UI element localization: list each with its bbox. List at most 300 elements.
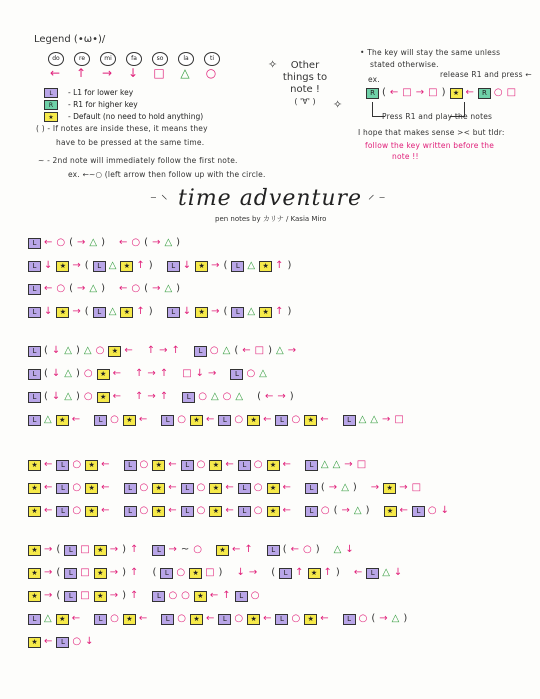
key-default-chip: ★ (120, 307, 133, 318)
left-arrow-icon: ← (389, 87, 399, 98)
other-line-2: things to (282, 72, 328, 83)
key-default-chip: ★ (56, 614, 69, 625)
circle-icon: ○ (72, 636, 82, 647)
key-default-chip: ★ (190, 614, 203, 625)
down-arrow-icon: ↓ (51, 391, 61, 402)
right-arrow-icon: → (370, 482, 380, 493)
key-default-chip: ★ (120, 261, 133, 272)
key-lower-chip: L (181, 483, 194, 494)
key-default-chip: ★ (123, 614, 136, 625)
up-arrow-icon: ↑ (130, 567, 139, 578)
triangle-icon: △ (353, 505, 362, 516)
key-lower-chip: L (56, 637, 69, 648)
key-default-chip: ★ (152, 506, 165, 517)
paren-open: ( (56, 544, 61, 555)
paren-close: ) (101, 283, 106, 294)
key-lower-chip: L (305, 483, 318, 494)
square-icon: □ (182, 368, 192, 379)
left-arrow-icon: ← (225, 459, 234, 470)
sparkle-icon: ✧ (333, 98, 343, 111)
left-arrow-icon: ← (44, 283, 53, 294)
other-pink-text-2: note !! (392, 152, 419, 161)
key-lower-chip: L (275, 415, 288, 426)
key-default-chip: ★ (28, 545, 41, 556)
right-arrow-icon: → (77, 237, 86, 248)
key-default-chip: ★ (85, 506, 98, 517)
sequence-row (28, 543, 358, 557)
triangle-icon: △ (259, 368, 267, 379)
key-lower-chip: L (230, 369, 243, 380)
paren-close: ) (148, 260, 153, 271)
key-default-chip: ★ (28, 460, 41, 471)
sparkle-icon: ✧ (268, 58, 278, 71)
key-default-chip: ★ (383, 483, 396, 494)
paren-close: ) (335, 567, 340, 578)
key-default-chip: ★ (267, 483, 280, 494)
right-arrow-icon: → (109, 544, 119, 555)
right-arrow-icon: → (109, 590, 119, 601)
key-default-chip: ★ (195, 261, 208, 272)
left-arrow-icon: ← (44, 482, 53, 493)
left-arrow-icon: ← (225, 482, 234, 493)
paren-open: ( (56, 567, 61, 578)
key-lower-chip: L (28, 415, 41, 426)
key-default-chip: ★ (56, 415, 69, 426)
paren-close: ) (268, 345, 272, 356)
key-lower-chip: L (94, 614, 107, 625)
circle-icon: ○ (177, 414, 186, 425)
key-lower-chip: L (231, 261, 244, 272)
key-lower-chip: L (218, 415, 231, 426)
other-hope-text: I hope that makes sense >< but tldr: (358, 128, 505, 137)
circle-icon: ○ (72, 482, 82, 493)
key-lower-chip: L (238, 483, 251, 494)
legend-note-do: do (48, 52, 64, 66)
paren-close: ) (101, 237, 106, 248)
key-lower-chip: L (161, 614, 174, 625)
left-arrow-icon: ← (465, 87, 474, 98)
up-arrow-icon: ↑ (135, 391, 144, 402)
left-arrow-icon: ← (168, 459, 177, 470)
right-arrow-icon: → (72, 260, 81, 271)
key-lower-chip: L (93, 307, 106, 318)
left-arrow-icon: ← (168, 482, 177, 493)
circle-icon: ○ (196, 459, 206, 470)
other-press-label: Press R1 and play the notes (382, 112, 493, 121)
circle-icon: ○ (291, 414, 301, 425)
triangle-icon: △ (235, 391, 244, 402)
square-icon: □ (356, 459, 367, 470)
up-arrow-icon: ↑ (159, 368, 169, 379)
paren-open: ( (223, 306, 228, 317)
square-icon: □ (254, 345, 265, 356)
paren-open: ( (223, 260, 228, 271)
key-lower-chip: L (28, 346, 41, 357)
up-arrow-icon: ↑ (295, 567, 304, 578)
key-lower-chip: L (56, 483, 69, 494)
circle-icon: ○ (177, 613, 186, 624)
triangle-icon: △ (276, 345, 284, 356)
circle-icon: ○ (250, 590, 260, 601)
title-deco-left: ⁻ ⸌ (150, 193, 168, 208)
title-deco-right: ⸍ ⁻ (368, 193, 386, 208)
left-arrow-icon: ← (320, 414, 329, 425)
right-arrow-icon: → (44, 590, 53, 601)
other-line-4: ( '∀' ) (294, 97, 316, 106)
left-arrow-icon: ← (209, 590, 219, 601)
circle-icon: ○ (198, 391, 207, 402)
key-lower-chip: L (167, 261, 180, 272)
key-lower-chip: L (44, 88, 58, 98)
key-default-chip: ★ (123, 415, 136, 426)
right-arrow-icon: → (77, 283, 86, 294)
left-arrow-icon: ← (399, 505, 408, 516)
tilde-note-2: ex. ←~○ (left arrow then follow up with the circle. (68, 170, 266, 179)
up-arrow-icon: ↑ (171, 345, 180, 356)
right-arrow-icon: → (328, 482, 338, 493)
left-arrow-icon: ← (138, 414, 148, 425)
circle-icon: ○ (209, 345, 219, 356)
down-arrow-icon: ↓ (51, 345, 61, 356)
circle-icon: ○ (253, 505, 263, 516)
triangle-icon: △ (108, 260, 117, 271)
left-arrow-icon: ← (290, 544, 300, 555)
circle-icon: ○ (320, 505, 330, 516)
left-arrow-icon: ← (71, 613, 81, 624)
paren-open: ( (44, 368, 48, 379)
down-arrow-icon: ↓ (195, 368, 205, 379)
circle-icon: ○ (358, 613, 368, 624)
key-default-chip: ★ (28, 483, 41, 494)
circle-icon: ○ (253, 459, 263, 470)
square-icon: □ (402, 87, 412, 98)
other-line-1: Other (290, 60, 320, 71)
other-line-3: note ! (290, 84, 320, 95)
sequence-row (28, 458, 370, 472)
key-lower-chip: L (238, 506, 251, 517)
paren-close: ) (315, 544, 320, 555)
key-lower-chip: L (28, 392, 41, 403)
key-lower-chip: L (28, 284, 41, 295)
right-arrow-icon: → (248, 567, 258, 578)
key-lower-chip: L (305, 506, 318, 517)
paren-open: ( (144, 283, 149, 294)
key-lower-chip: L (152, 545, 165, 556)
key-default-chip: ★ (28, 568, 41, 579)
legend-key-row (44, 88, 133, 98)
left-arrow-icon: ← (44, 636, 53, 647)
legend-note-mi: mi (100, 52, 116, 66)
circle-icon: ○ (234, 613, 244, 624)
key-default-chip: ★ (247, 415, 260, 426)
circle-icon: ○ (176, 567, 186, 578)
key-higher-chip: R (366, 88, 379, 99)
paren-close: ) (287, 306, 292, 317)
key-default-chip: ★ (94, 568, 107, 579)
key-default-chip: ★ (194, 591, 207, 602)
key-lower-chip: L (366, 568, 379, 579)
circle-icon: ○ (427, 505, 437, 516)
key-lower-chip: L (194, 346, 207, 357)
paren-close: ) (176, 237, 181, 248)
key-lower-chip: L (218, 614, 231, 625)
key-default-chip: ★ (190, 415, 203, 426)
circle-icon: ○ (205, 66, 217, 80)
key-lower-chip: L (275, 614, 288, 625)
key-default-chip: ★ (94, 545, 107, 556)
up-arrow-icon: ↑ (135, 368, 144, 379)
right-arrow-icon: → (287, 345, 297, 356)
circle-icon: ○ (291, 613, 301, 624)
key-lower-chip: L (93, 261, 106, 272)
key-lower-chip: L (238, 460, 251, 471)
right-arrow-icon: → (152, 237, 161, 248)
triangle-icon: △ (164, 283, 173, 294)
key-default-chip: ★ (216, 545, 229, 556)
up-arrow-icon: ↑ (275, 260, 284, 271)
legend-title: Legend (•ω•)/ (34, 34, 106, 45)
right-arrow-icon: → (44, 544, 53, 555)
paren-close: ) (122, 590, 127, 601)
paren-close: ) (122, 567, 127, 578)
down-arrow-icon: ↓ (182, 260, 192, 271)
right-arrow-icon: → (72, 306, 81, 317)
circle-icon: ○ (131, 283, 141, 294)
triangle-icon: △ (44, 414, 52, 425)
paren-open: ( (69, 237, 74, 248)
paren-close: ) (148, 306, 153, 317)
key-default-chip: ★ (267, 506, 280, 517)
legend-note-ti: ti (204, 52, 220, 66)
square-icon: □ (80, 567, 90, 578)
right-arrow-icon: → (415, 87, 425, 98)
other-release-label: release R1 and press ← (440, 70, 532, 79)
circle-icon: ○ (246, 368, 256, 379)
key-lower-chip: L (343, 614, 356, 625)
left-arrow-icon: ← (119, 237, 128, 248)
left-arrow-icon: ← (282, 482, 291, 493)
sequence-row (28, 282, 184, 296)
circle-icon: ○ (222, 391, 232, 402)
sequence-row (28, 344, 300, 358)
paren-open: ( (271, 567, 276, 578)
paren-close: ) (122, 544, 127, 555)
up-arrow-icon: ↑ (244, 544, 253, 555)
down-arrow-icon: ↓ (44, 306, 53, 317)
key-lower-chip: L (182, 392, 195, 403)
key-lower-chip: L (412, 506, 425, 517)
sequence-row (28, 504, 453, 518)
key-lower-chip: L (305, 460, 318, 471)
sequence-row (28, 481, 425, 495)
left-arrow-icon: ← (242, 345, 251, 356)
key-default-chip: ★ (209, 483, 222, 494)
circle-icon: ○ (56, 237, 66, 248)
left-arrow-icon: ← (112, 368, 122, 379)
paren-close: ) (287, 260, 292, 271)
right-arrow-icon: → (152, 283, 161, 294)
triangle-icon: △ (89, 283, 98, 294)
up-arrow-icon: ↑ (136, 306, 145, 317)
down-arrow-icon: ↓ (236, 567, 245, 578)
right-arrow-icon: → (344, 459, 353, 470)
square-icon: □ (506, 87, 517, 98)
right-arrow-icon: → (109, 567, 119, 578)
down-arrow-icon: ↓ (44, 260, 53, 271)
key-lower-chip: L (28, 261, 41, 272)
circle-icon: ○ (253, 482, 263, 493)
left-arrow-icon: ← (44, 459, 53, 470)
key-default-chip: ★ (304, 614, 317, 625)
key-lower-chip: L (56, 460, 69, 471)
up-arrow-icon: ↑ (130, 590, 139, 601)
circle-icon: ○ (83, 391, 93, 402)
down-arrow-icon: ↓ (51, 368, 61, 379)
key-lower-chip: L (279, 568, 292, 579)
left-arrow-icon: ← (49, 66, 61, 80)
key-lower-chip: L (167, 307, 180, 318)
sequence-row (28, 612, 411, 626)
key-higher-chip: R (478, 88, 491, 99)
triangle-icon: △ (180, 66, 190, 80)
triangle-icon: △ (64, 345, 72, 356)
paren-open: ( (282, 544, 287, 555)
key-default-chip: ★ (259, 261, 272, 272)
other-bullet-1: • The key will stay the same unless (360, 48, 501, 57)
right-arrow-icon: → (101, 66, 113, 80)
sequence-row (28, 413, 408, 427)
sequence-row (28, 305, 295, 319)
key-default-chip: ★ (384, 506, 397, 517)
left-arrow-icon: ← (264, 391, 274, 402)
down-arrow-icon: ↓ (85, 636, 94, 647)
right-arrow-icon: → (147, 368, 156, 379)
right-arrow-icon: → (211, 260, 220, 271)
legend-key-row (44, 100, 138, 110)
circle-icon: ○ (234, 414, 244, 425)
triangle-icon: △ (64, 391, 72, 402)
left-arrow-icon: ← (119, 283, 128, 294)
paren-open: ( (234, 345, 239, 356)
circle-icon: ○ (493, 87, 503, 98)
right-arrow-icon: → (147, 391, 156, 402)
key-default-chip: ★ (308, 568, 321, 579)
down-arrow-icon: ↓ (393, 567, 403, 578)
circle-icon: ○ (193, 544, 202, 555)
paren-close: ) (365, 505, 370, 516)
legend-key-text: - L1 for lower key (68, 88, 134, 97)
key-default-chip: ★ (94, 591, 107, 602)
left-arrow-icon: ← (320, 613, 329, 624)
other-notes-heading (270, 60, 340, 108)
paren-close: ) (218, 567, 223, 578)
tilde-icon: ~ (180, 544, 190, 555)
key-lower-chip: L (181, 460, 194, 471)
left-arrow-icon: ← (101, 459, 110, 470)
up-arrow-icon: ↑ (75, 66, 87, 80)
key-default-chip: ★ (85, 483, 98, 494)
triangle-icon: △ (89, 237, 98, 248)
up-arrow-icon: ↑ (222, 590, 231, 601)
key-lower-chip: L (124, 460, 137, 471)
key-lower-chip: L (181, 506, 194, 517)
triangle-icon: △ (320, 459, 329, 470)
paren-open: ( (44, 345, 48, 356)
triangle-icon: △ (164, 237, 173, 248)
page-subtitle: pen notes by カリナ / Kasia Miro (215, 215, 327, 223)
legend-key-text: - Default (no need to hold anything) (68, 112, 204, 121)
key-default-chip: ★ (450, 88, 463, 99)
other-bullet-1b: stated otherwise. (370, 60, 439, 69)
square-icon: □ (394, 414, 404, 425)
other-pink-text: follow the key written before the (365, 141, 495, 150)
paren-close: ) (289, 391, 294, 402)
key-lower-chip: L (28, 307, 41, 318)
key-lower-chip: L (161, 415, 174, 426)
right-arrow-icon: → (277, 391, 286, 402)
paren-open: ( (44, 391, 48, 402)
left-arrow-icon: ← (205, 613, 215, 624)
left-arrow-icon: ← (101, 505, 110, 516)
key-default-chip: ★ (189, 568, 202, 579)
key-default-chip: ★ (44, 112, 58, 122)
legend-note-fa: fa (126, 52, 142, 66)
square-icon: □ (153, 66, 165, 80)
paren-open: ( (84, 260, 89, 271)
key-lower-chip: L (64, 545, 77, 556)
legend-note-re: re (74, 52, 90, 66)
triangle-icon: △ (222, 345, 231, 356)
key-default-chip: ★ (259, 307, 272, 318)
triangle-icon: △ (44, 613, 52, 624)
square-icon: □ (80, 590, 90, 601)
key-lower-chip: L (94, 415, 107, 426)
paren-note-2: have to be pressed at the same time. (56, 138, 205, 147)
circle-icon: ○ (131, 237, 141, 248)
down-arrow-icon: ↓ (440, 505, 450, 516)
legend-key-text: - R1 for higher key (68, 100, 138, 109)
left-arrow-icon: ← (225, 505, 234, 516)
circle-icon: ○ (181, 590, 190, 601)
triangle-icon: △ (247, 260, 256, 271)
key-default-chip: ★ (56, 261, 69, 272)
square-icon: □ (411, 482, 422, 493)
legend-note-la: la (178, 52, 194, 66)
sequence-row (28, 367, 271, 381)
up-arrow-icon: ↑ (275, 306, 284, 317)
key-lower-chip: L (64, 591, 77, 602)
left-arrow-icon: ← (112, 391, 122, 402)
right-arrow-icon: → (341, 505, 350, 516)
key-lower-chip: L (56, 506, 69, 517)
key-default-chip: ★ (85, 460, 98, 471)
circle-icon: ○ (72, 459, 82, 470)
key-default-chip: ★ (247, 614, 260, 625)
paren-close: ) (76, 391, 80, 402)
paren-open: ( (333, 505, 338, 516)
key-default-chip: ★ (209, 506, 222, 517)
triangle-icon: △ (370, 414, 378, 425)
right-arrow-icon: → (382, 414, 391, 425)
down-arrow-icon: ↓ (345, 544, 354, 555)
down-arrow-icon: ↓ (127, 66, 139, 80)
key-default-chip: ★ (267, 460, 280, 471)
paren-note-1: ( ) - If notes are inside these, it means they (36, 124, 208, 133)
right-arrow-icon: → (379, 613, 388, 624)
up-arrow-icon: ↑ (136, 260, 145, 271)
key-default-chip: ★ (97, 392, 110, 403)
paren-close: ) (76, 368, 80, 379)
